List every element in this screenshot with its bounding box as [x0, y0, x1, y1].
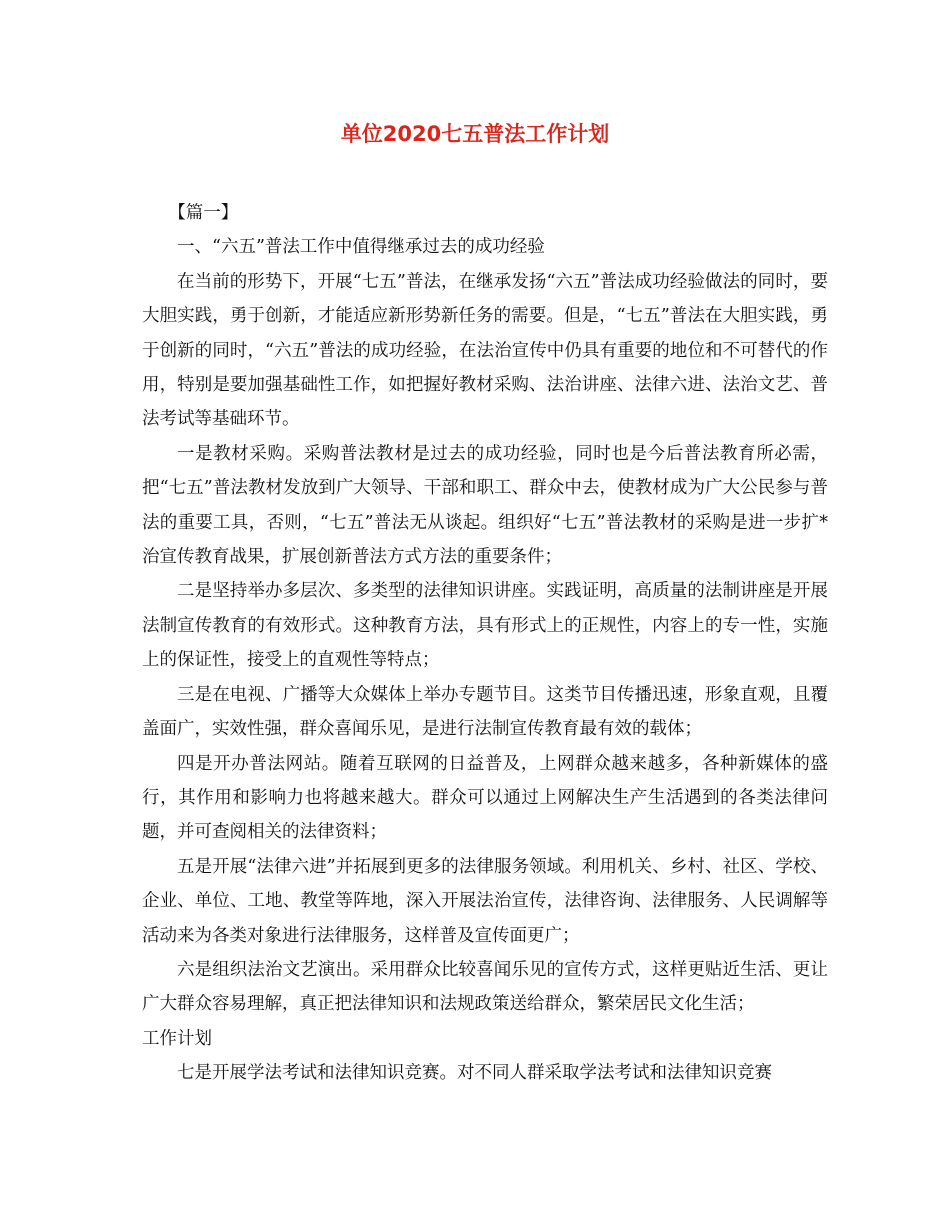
document-body	[142, 196, 828, 1091]
section-label: 【篇一】	[168, 203, 239, 223]
paragraph-heading: 一、“六五”普法工作中值得继承过去的成功经验	[177, 237, 545, 258]
paragraph: 一是教材采购。采购普法教材是过去的成功经验，同时也是今后普法教育所必需，把“七五”普法教材发放到广大领导、干部和职工、群众中去，使教材成为广大公民参与普法的重要工具，否则，“七五”普法无从谈起。组织好“七五”普法教材的采购是进一步扩*治宣传教育战果，扩展创新普法方式方法的重要条件；	[142, 443, 828, 568]
paragraph: 六是组织法治文艺演出。采用群众比较喜闻乐见的宣传方式，这样更贴近生活、更让广大群众容易理解，真正把法律知识和法规政策送给群众，繁荣居民文化生活；	[142, 959, 828, 1015]
paragraph: 七是开展学法考试和法律知识竞赛。对不同人群采取学法考试和法律知识竞赛	[177, 1063, 772, 1084]
paragraph-fragment: 工作计划	[142, 1028, 212, 1049]
paragraph: 五是开展“法律六进”并拓展到更多的法律服务领域。利用机关、乡村、社区、学校、企业、单位、工地、教堂等阵地，深入开展法治宣传，法律咨询、法律服务、人民调解等活动来为各类对象进行法律服务，这样普及宣传面更广；	[142, 856, 828, 946]
paragraph: 三是在电视、广播等大众媒体上举办专题节目。这类节目传播迅速，形象直观，且覆盖面广，实效性强，群众喜闻乐见，是进行法制宣传教育最有效的载体；	[142, 684, 828, 740]
paragraph: 在当前的形势下，开展“七五”普法，在继承发扬“六五”普法成功经验做法的同时，要大胆实践，勇于创新，才能适应新形势新任务的需要。但是，“七五”普法在大胆实践，勇于创新的同时，“六五”普法的成功经验，在法治宣传中仍具有重要的地位和不可替代的作用，特别是要加强基础性工作，如把握好教材采购、法治讲座、法律六进、法治文艺、普法考试等基础环节。	[142, 271, 828, 430]
paragraph: 二是坚持举办多层次、多类型的法律知识讲座。实践证明，高质量的法制讲座是开展法制宣传教育的有效形式。这种教育方法，具有形式上的正规性，内容上的专一性，实施上的保证性，接受上的直观性等特点；	[142, 581, 828, 671]
paragraph: 四是开办普法网站。随着互联网的日益普及，上网群众越来越多，各种新媒体的盛行，其作用和影响力也将越来越大。群众可以通过上网解决生产生活遇到的各类法律问题，并可查阅相关的法律资料；	[142, 753, 828, 843]
document-title: 单位2020七五普法工作计划	[340, 122, 610, 146]
